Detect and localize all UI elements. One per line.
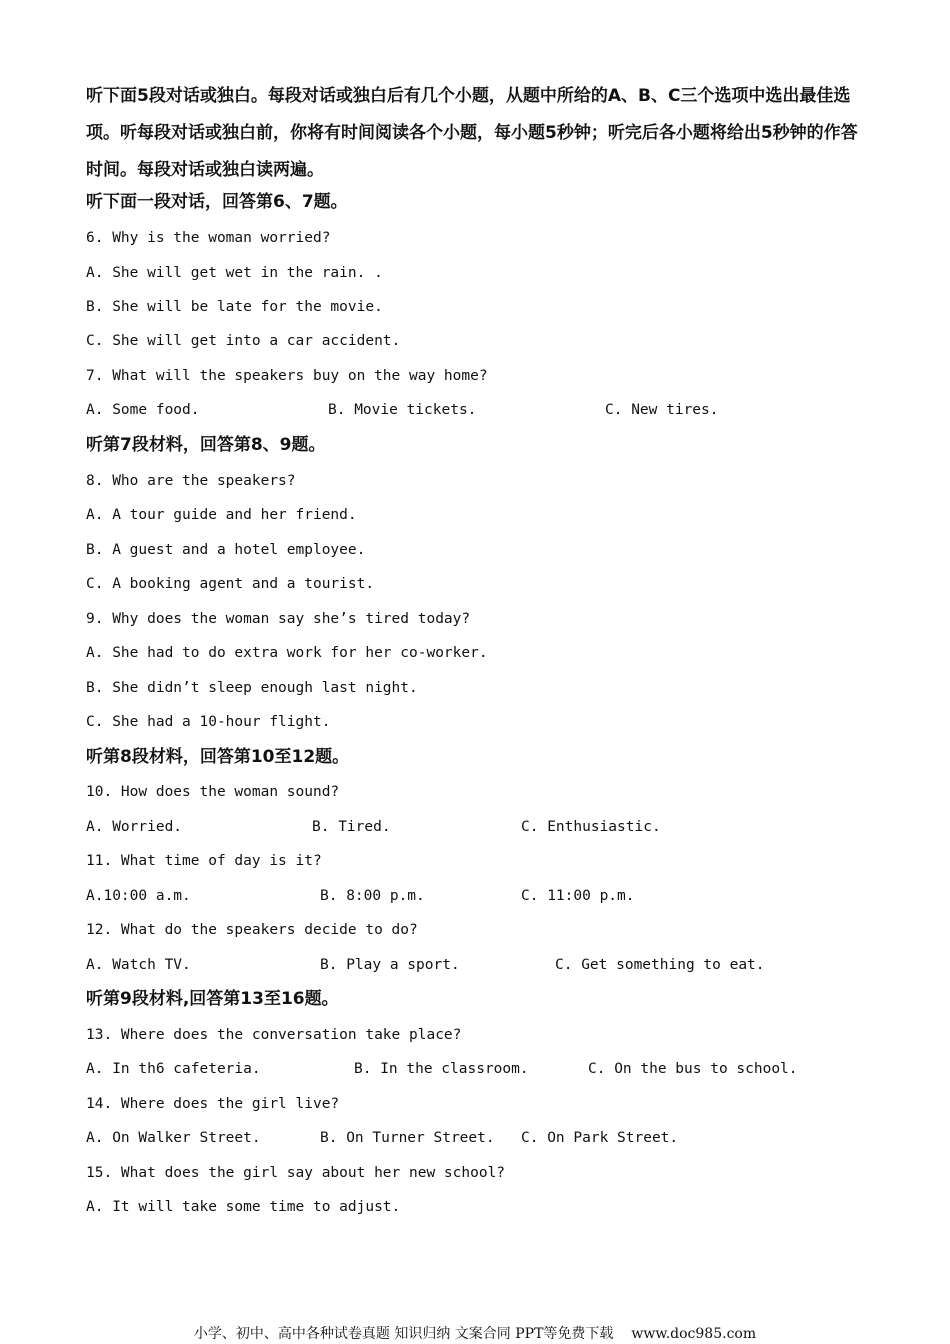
answer-option: B. In the classroom.	[354, 1061, 529, 1077]
section-heading: 听第7段材料，回答第8、9题。	[86, 435, 326, 455]
question-stem: 8. Who are the speakers?	[86, 473, 296, 489]
question-stem: 6. Why is the woman worried?	[86, 230, 331, 246]
answer-option: B. She will be late for the movie.	[86, 299, 383, 315]
section-heading: 听第9段材料,回答第13至16题。	[86, 989, 339, 1009]
answer-option: C. Get something to eat.	[555, 957, 765, 973]
answer-option: C. New tires.	[605, 402, 719, 418]
answer-option: B. A guest and a hotel employee.	[86, 542, 366, 558]
footer-text: 小学、初中、高中各种试卷真题 知识归纳 文案合同 PPT等免费下载	[193, 1326, 614, 1342]
answer-option: A. Worried.	[86, 819, 183, 835]
answer-option: A. On Walker Street.	[86, 1130, 261, 1146]
answer-option: C. Enthusiastic.	[521, 819, 661, 835]
answer-option: B. Play a sport.	[320, 957, 460, 973]
answer-option: B. Tired.	[312, 819, 391, 835]
answer-option: C. She had a 10-hour flight.	[86, 714, 331, 730]
answer-option: A. In th6 cafeteria.	[86, 1061, 261, 1077]
question-stem: 11. What time of day is it?	[86, 853, 322, 869]
question-stem: 10. How does the woman sound?	[86, 784, 340, 800]
answer-option: B. On Turner Street.	[320, 1130, 495, 1146]
answer-option: B. Movie tickets.	[328, 402, 477, 418]
answer-option: A. Some food.	[86, 402, 200, 418]
question-stem: 7. What will the speakers buy on the way home?	[86, 368, 488, 384]
question-stem: 13. Where does the conversation take place?	[86, 1027, 462, 1043]
answer-option: A. She had to do extra work for her co-worker.	[86, 645, 488, 661]
answer-option: B. She didn’t sleep enough last night.	[86, 680, 418, 696]
question-stem: 15. What does the girl say about her new school?	[86, 1165, 506, 1181]
question-stem: 12. What do the speakers decide to do?	[86, 922, 418, 938]
answer-option: C. She will get into a car accident.	[86, 333, 401, 349]
answer-option: C. A booking agent and a tourist.	[86, 576, 375, 592]
answer-option: A. It will take some time to adjust.	[86, 1199, 401, 1215]
answer-option: A. Watch TV.	[86, 957, 191, 973]
answer-option: C. On the bus to school.	[588, 1061, 798, 1077]
section-heading: 听第8段材料，回答第10至12题。	[86, 747, 350, 767]
answer-option: A. A tour guide and her friend.	[86, 507, 357, 523]
question-stem: 14. Where does the girl live?	[86, 1096, 340, 1112]
section-heading: 听下面一段对话，回答第6、7题。	[86, 192, 348, 212]
answer-option: B. 8:00 p.m.	[320, 888, 425, 904]
page-footer	[0, 1324, 950, 1344]
answer-option: A. She will get wet in the rain. .	[86, 265, 383, 281]
section-instructions: 听下面5段对话或独白。每段对话或独白后有几个小题，从题中所给的A、B、C三个选项中选出最佳选项。听每段对话或独白前，你将有时间阅读各个小题，每小题5秒钟；听完后各小题将给出5秒钟的作答时间。每段对话或独白读两遍。	[86, 86, 858, 180]
answer-option: C. On Park Street.	[521, 1130, 679, 1146]
answer-option: C. 11:00 p.m.	[521, 888, 635, 904]
answer-option: A.10:00 a.m.	[86, 888, 191, 904]
question-stem: 9. Why does the woman say she’s tired today?	[86, 611, 471, 627]
footer-link[interactable]: www.doc985.com	[631, 1326, 757, 1342]
